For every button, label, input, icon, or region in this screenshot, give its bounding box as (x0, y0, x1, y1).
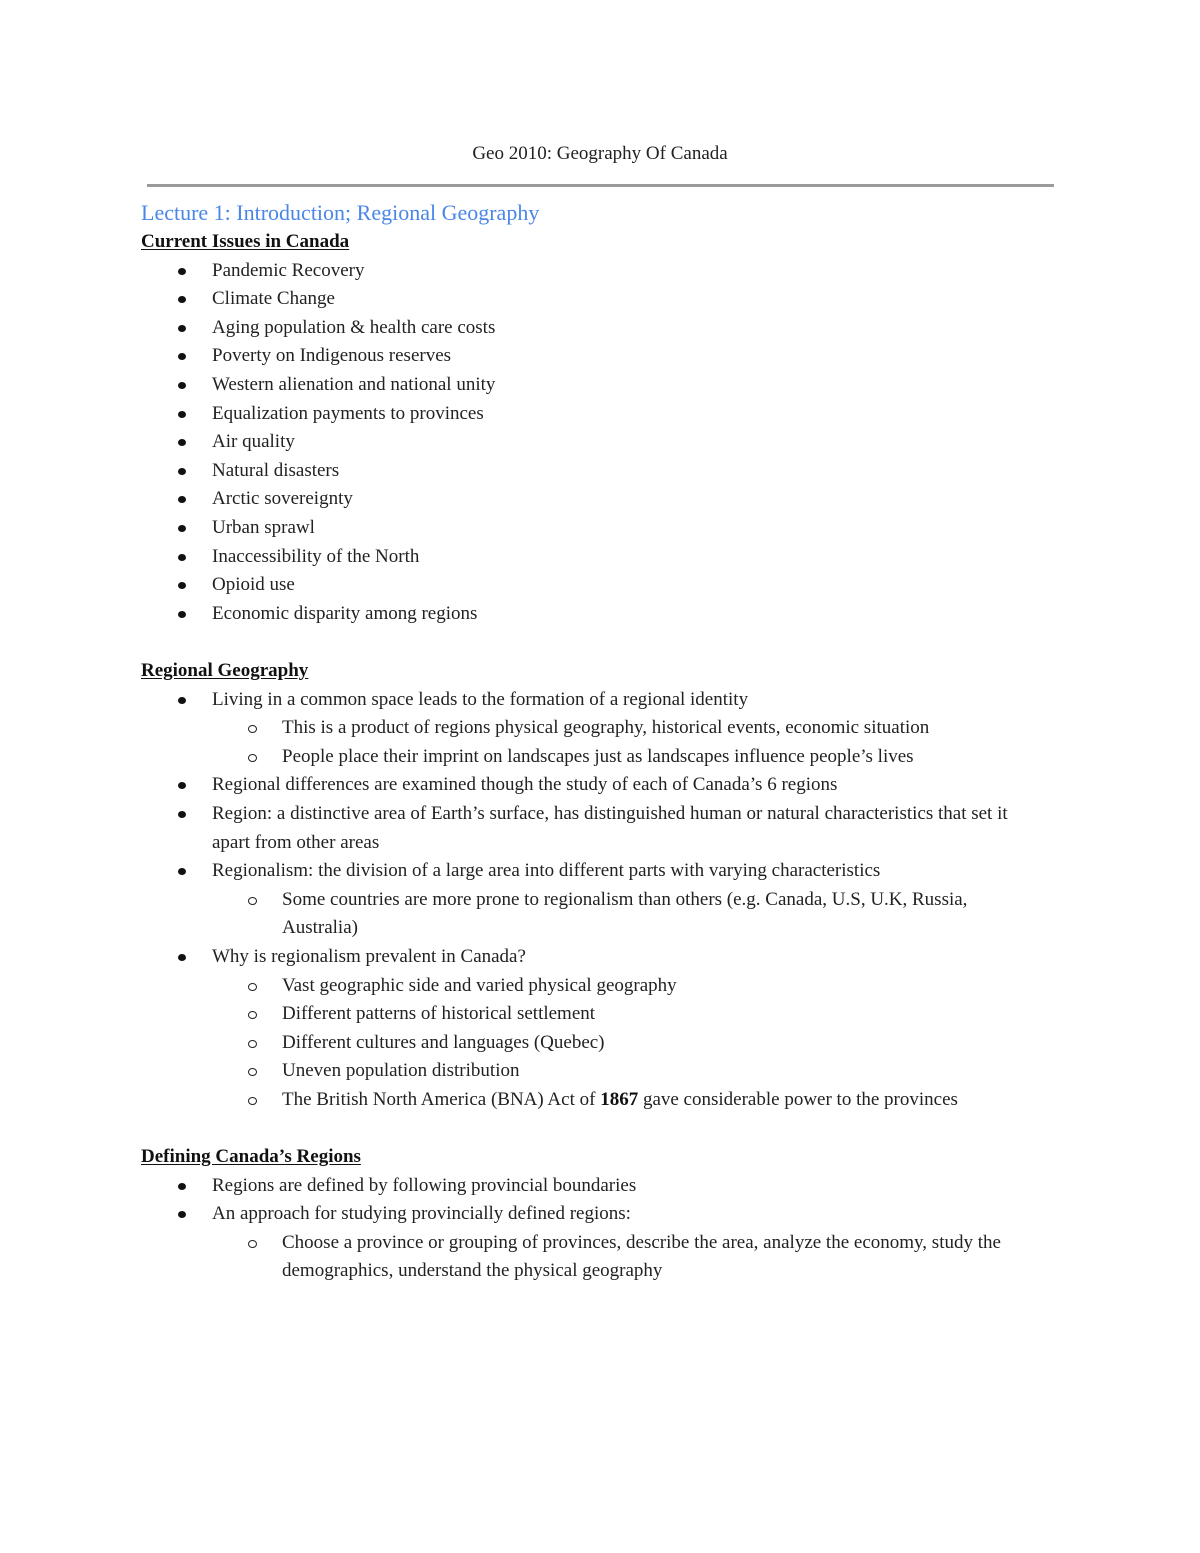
list-item: Arctic sovereignty (212, 485, 1071, 514)
bullet-circle-icon (248, 1040, 257, 1048)
list-item: Western alienation and national unity (212, 371, 1071, 400)
sub-list-item: Uneven population distribution (282, 1057, 1071, 1086)
list-item: Aging population & health care costs (212, 314, 1071, 343)
list-item: Living in a common space leads to the formation of a regional identity This is a product of regions physical geography, historical events, economic situation People place their imprint on landscapes just as landscapes influence people’s lives (212, 686, 1071, 772)
bullet-circle-icon (248, 1011, 257, 1019)
list-item: Inaccessibility of the North (212, 543, 1071, 572)
current-issues-list (141, 257, 1071, 629)
bullet-disc-icon (178, 782, 186, 789)
document-title: Geo 2010: Geography Of Canada (472, 143, 728, 164)
sub-list-item: Some countries are more prone to regionalism than others (e.g. Canada, U.S, U.K, Russia, Australia) (282, 886, 1071, 943)
list-item: Economic disparity among regions (212, 600, 1071, 629)
bullet-circle-icon (248, 1097, 257, 1105)
list-item: Region: a distinctive area of Earth’s surface, has distinguished human or natural characteristics that set it apart from other areas (212, 800, 1071, 857)
lecture-heading: Lecture 1: Introduction; Regional Geography (141, 200, 540, 225)
list-item: Why is regionalism prevalent in Canada? Vast geographic side and varied physical geography Different patterns of historical settlement Different cultures and languages (Quebec) Uneven population distribution The British North America (BNA) Act of 1867 gave considerable power to the provinces (212, 943, 1071, 1115)
sub-list (212, 714, 1071, 771)
bullet-disc-icon (178, 525, 186, 532)
bullet-disc-icon (178, 868, 186, 875)
section-regional-geography (141, 657, 1071, 1115)
sub-list-item: Choose a province or grouping of provinces, describe the area, analyze the economy, study the demographics, understand the physical geography (282, 1229, 1071, 1286)
sub-list-item: People place their imprint on landscapes just as landscapes influence people’s lives (282, 743, 1071, 772)
list-item: Opioid use (212, 571, 1071, 600)
bullet-disc-icon (178, 611, 186, 618)
bna-text-after: gave considerable power to the provinces (638, 1088, 958, 1110)
section-current-issues (141, 228, 1071, 628)
regional-geography-list (141, 686, 1071, 1115)
bullet-disc-icon (178, 697, 186, 704)
bullet-disc-icon (178, 268, 186, 275)
sub-list (212, 972, 1071, 1115)
list-item: Regionalism: the division of a large area into different parts with varying characteristics Some countries are more prone to regionalism than others (e.g. Canada, U.S, U.K, Russia, Australia) (212, 857, 1071, 943)
title-divider (147, 184, 1054, 187)
sub-list-item (282, 1086, 1071, 1115)
bna-year: 1867 (600, 1088, 639, 1110)
bullet-disc-icon (178, 296, 186, 303)
bna-text-before: The British North America (BNA) Act of (282, 1088, 601, 1110)
list-item: Poverty on Indigenous reserves (212, 342, 1071, 371)
list-item: An approach for studying provincially defined regions: Choose a province or grouping of provinces, describe the area, analyze the economy, study the demographics, understand the physical geography (212, 1200, 1071, 1286)
bullet-circle-icon (248, 897, 257, 905)
list-item: Regional differences are examined though the study of each of Canada’s 6 regions (212, 771, 1071, 800)
section-heading-regional-geography: Regional Geography (141, 660, 309, 681)
list-item: Air quality (212, 428, 1071, 457)
list-item: Pandemic Recovery (212, 257, 1071, 286)
bullet-circle-icon (248, 725, 257, 733)
bullet-disc-icon (178, 811, 186, 818)
defining-regions-list (141, 1172, 1071, 1286)
list-item: Urban sprawl (212, 514, 1071, 543)
bullet-disc-icon (178, 954, 186, 961)
sub-list (212, 1229, 1071, 1286)
bullet-disc-icon (178, 439, 186, 446)
sub-list-item: Different cultures and languages (Quebec) (282, 1029, 1071, 1058)
bullet-disc-icon (178, 382, 186, 389)
sub-list-item: Different patterns of historical settlement (282, 1000, 1071, 1029)
bullet-disc-icon (178, 353, 186, 360)
bullet-circle-icon (248, 1068, 257, 1076)
bullet-circle-icon (248, 754, 257, 762)
sub-list-item: Vast geographic side and varied physical geography (282, 972, 1071, 1001)
list-item: Natural disasters (212, 457, 1071, 486)
list-item: Equalization payments to provinces (212, 400, 1071, 429)
section-heading-current-issues: Current Issues in Canada (141, 231, 350, 252)
bullet-disc-icon (178, 411, 186, 418)
list-item: Regions are defined by following provincial boundaries (212, 1172, 1071, 1201)
section-heading-defining-regions: Defining Canada’s Regions (141, 1146, 361, 1167)
bullet-disc-icon (178, 468, 186, 475)
sub-list (212, 886, 1071, 943)
list-item: Climate Change (212, 285, 1071, 314)
bullet-disc-icon (178, 554, 186, 561)
sub-list-item: This is a product of regions physical geography, historical events, economic situation (282, 714, 1071, 743)
bullet-disc-icon (178, 582, 186, 589)
bullet-circle-icon (248, 1240, 257, 1248)
bullet-disc-icon (178, 325, 186, 332)
bullet-disc-icon (178, 1211, 186, 1218)
bullet-circle-icon (248, 983, 257, 991)
bullet-disc-icon (178, 496, 186, 503)
section-defining-regions (141, 1143, 1071, 1286)
bullet-disc-icon (178, 1183, 186, 1190)
